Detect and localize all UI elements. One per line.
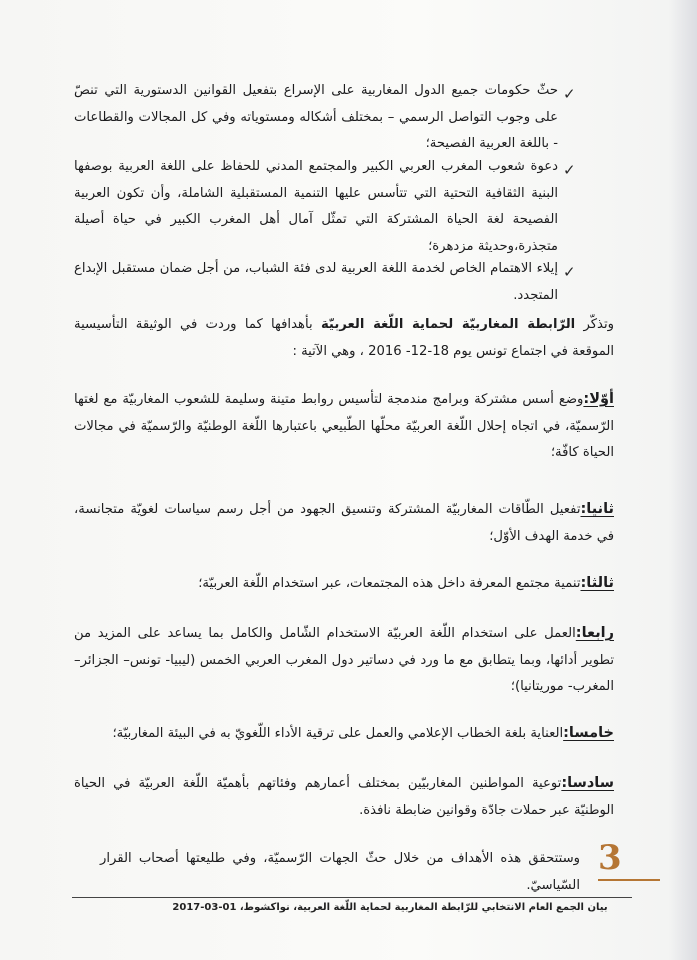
footer-divider — [72, 897, 632, 898]
footer: بيان الجمع العام الانتخابي للرّابطة المغاربية لحماية اللّغة العربية، نواكشوط، 01-03-2017 — [172, 902, 608, 913]
objective-6-heading: سادسا: — [561, 775, 614, 791]
objective-4 — [74, 620, 614, 701]
closing-paragraph: وستتحقق هذه الأهداف من خلال حثّ الجهات الرّسميّة، وفي طليعتها أصحاب القرار السّياسيّ. — [100, 851, 580, 893]
intro-rest: بأهدافها كما وردت في الوثيقة التأسيسية الموقعة في اجتماع تونس يوم 18-12- 2016 ، وهي الآتية : — [74, 317, 614, 359]
bullet-3: إيلاء الاهتمام الخاص لخدمة اللغة العربية لدى فئة الشباب، من أجل ضمان مستقبل الإبداع المتجدد. — [74, 261, 558, 303]
intro-paragraph — [74, 312, 614, 365]
checkmark-icon: ✓ — [563, 263, 576, 281]
objective-6-text: توعية المواطنين المغاربيّين بمختلف أعمارهم وفئاتهم بأهميّة اللّغة العربيّة في الحياة الوطنيّة عبر حملات جادّة وقوانين ضابطة نافذة. — [74, 776, 614, 818]
objective-3-heading: ثالثا: — [580, 575, 614, 591]
objective-2-heading: ثانيا: — [580, 501, 614, 517]
objective-3 — [74, 570, 614, 598]
objective-3-text: تنمية مجتمع المعرفة داخل هذه المجتمعات، عبر استخدام اللّغة العربيّة؛ — [198, 576, 581, 591]
page-number: 3 — [598, 838, 622, 878]
page-number-rule — [598, 879, 660, 881]
objective-4-text: العمل على استخدام اللّغة العربيّة الاستخدام الشّامل والكامل بما يساعد على المزيد من تطوير أدائها، وبما يتطابق مع ما ورد في دساتير دول المغرب العربي الخمس (ليبيا- تونس– الجزائر– المغرب- موريتانيا)؛ — [74, 626, 614, 695]
objective-5-text: العناية بلغة الخطاب الإعلامي والعمل على ترقية الأداء اللّغويّ به في البيئة المغاربيّة؛ — [112, 726, 564, 741]
objective-2 — [74, 496, 614, 550]
objective-1-heading: أوّلا: — [583, 391, 614, 407]
league-name: الرّابطة المغاربيّة لحماية اللّغة العربيّة — [320, 317, 576, 332]
objective-4-heading: رابعا: — [575, 625, 614, 641]
checkmark-icon: ✓ — [563, 85, 576, 103]
bullet-1: حثّ حكومات جميع الدول المغاربية على الإسراع بتفعيل القوانين الدستورية التي تنصّ على وجوب التواصل الرسمي – بمختلف أشكاله ومستوياته وفي كل المجالات والقطاعات - باللغة العربية الفصيحة؛ — [74, 83, 558, 152]
objective-1 — [74, 386, 614, 467]
objective-6 — [74, 770, 614, 824]
bullet-2: دعوة شعوب المغرب العربي الكبير والمجتمع المدني للحفاظ على اللغة العربية بوصفها البنية الثقافية التحتية التي تتأسس عليها التنمية المستقبلية الشاملة، وأن تكون العربية الفصيحة لغة الحياة المشتركة التي تمثّل آمال أهل المغرب الكبير في حياة أصيلة متجذرة،وحديثة مزدهرة؛ — [74, 159, 558, 254]
checkmark-icon: ✓ — [563, 161, 576, 179]
objective-2-text: تفعيل الطّاقات المغاربيّة المشتركة وتنسيق الجهود من أجل رسم سياسات لغويّة متجانسة، في خدمة الهدف الأوّل؛ — [74, 502, 614, 544]
objective-5 — [74, 720, 614, 748]
intro-lead: وتذكّر — [575, 317, 614, 332]
objective-1-text: وضع أسس مشتركة وبرامج مندمجة لتأسيس روابط متينة وسليمة للشعوب المغاربيّة مع لغتها الرّسميّة، في اتجاه إحلال اللّغة العربيّة محلّها الطّبيعي باعتبارها اللّغة الوطنيّة والرّسميّة في مجالات الحياة كافّة؛ — [74, 392, 614, 461]
objective-5-heading: خامسا: — [563, 725, 614, 741]
